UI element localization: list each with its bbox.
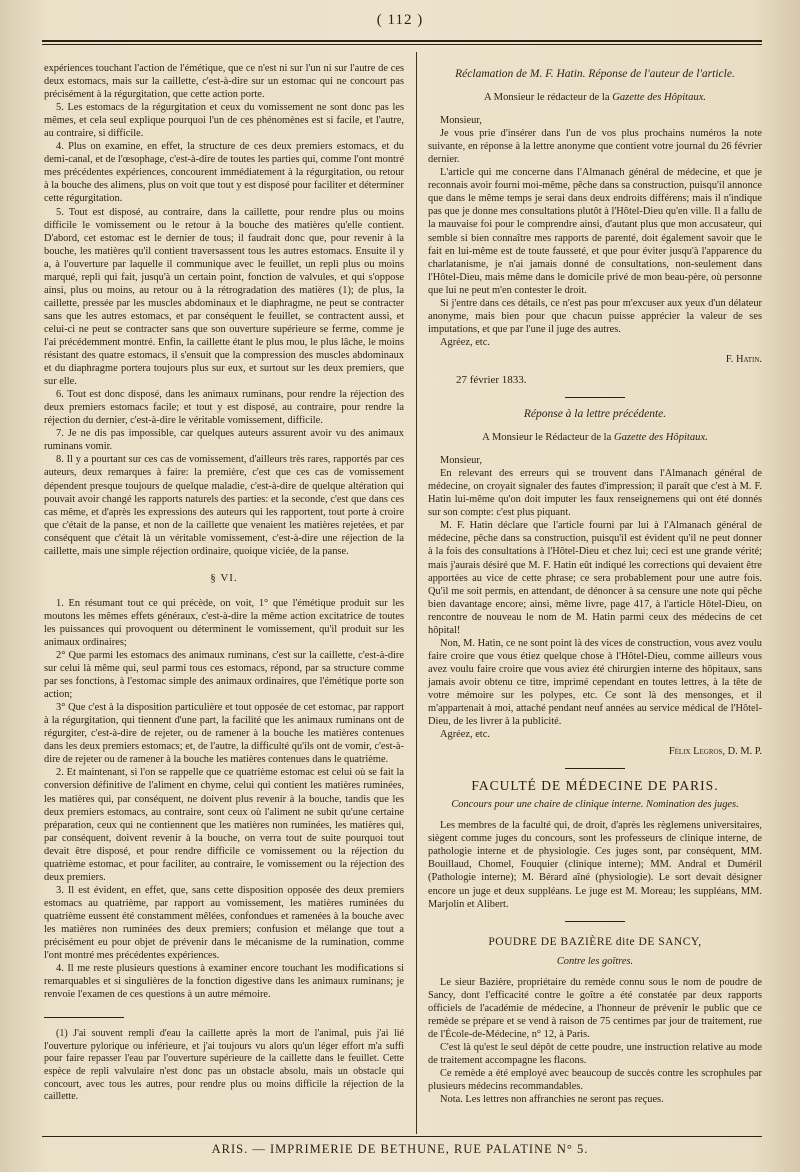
paragraph: 4. Plus on examine, en effet, la structure de ces deux premiers estomacs, et du demi-canal, et de l'œsophage, c'est-à-dire de toutes les parties qui, comme l'ont montré mes précédentes expériences, concourent immédiatement à la régurgitation, ou retour à la bouche des alimens, plus on voit que tout y est disposé pour faciliter et déterminer cette régurgitation. (44, 141, 404, 205)
address-text: A Monsieur le Rédacteur de la (482, 432, 614, 444)
letter-address (428, 431, 762, 444)
paragraph: 7. Je ne dis pas impossible, car quelques auteurs assurent avoir vu des animaux ruminans vomir. (44, 428, 404, 453)
paragraph: Nota. Les lettres non affranchies ne seront pas reçues. (440, 1094, 664, 1106)
paragraph: 6. Tout est donc disposé, dans les animaux ruminans, pour rendre la réjection des deux premiers estomacs facile; et tout y est disposé, au contraire, pour rendre la réjection du dernier, c'est-à-dire le véritable vomissement, difficile. (44, 389, 404, 427)
paragraph: 4. Il me reste plusieurs questions à examiner encore touchant les modifications si remarquables et si singulières de la fonction digestive dans les animaux ruminans; je renvoie l'examen de ces questions à un autre mémoire. (44, 963, 404, 1001)
paragraph: Le sieur Bazière, propriétaire du remède connu sous le nom de poudre de Sancy, dont l'efficacité contre le goître a été constatée par deux rapports officiels de l'académie de médecine, a l'honneur de prévenir le public que ce remède se prépare et se vend à raison de 75 centimes par jour de traitement, rue de l'École-de-Médecine, n° 12, à Paris. (428, 976, 762, 1040)
header-rule-thin (42, 44, 762, 45)
journal-name: Gazette des Hôpitaux. (613, 432, 708, 444)
paragraph: 3° Que c'est à la disposition particulière et tout opposée de cet estomac, par rapport à la régurgitation, qui tiennent d'une part, la facilité que les animaux ruminans ont de régurgiter, c'est-à-dire de rejeter, ou de ramener à la bouche les matières contenues dans les deux premiers estomacs; et, de l'autre, la difficulté qu'ils ont de vomir, c'est-à-dire de rejeter ou de ramener à la bouche les matières contenues dans le quatrième. (44, 702, 404, 766)
paragraph: Je vous prie d'insérer dans l'un de vos plus prochains numéros la note suivante, en réponse à la lettre anonyme que contient votre journal du 26 février dernier. (428, 128, 762, 166)
footnote-rule (44, 1017, 124, 1018)
advert-heading: POUDRE DE BAZIÈRE dite DE SANCY, (488, 935, 702, 948)
footer-rule (42, 1136, 762, 1137)
paragraph: C'est là qu'est le seul dépôt de cette poudre, une instruction relative au mode de traitement accompagne les flacons. (428, 1041, 762, 1066)
column-divider (416, 52, 417, 1134)
paragraph: Agréez, etc. (440, 729, 490, 741)
paragraph: Non, M. Hatin, ce ne sont point là des vices de construction, vous avez voulu faire croire que vous étiez quelque chose à l'Hôtel-Dieu, comme ailleurs vous avez voulu faire croire que vous aviez été chirurgien interne des hôpitaux, sans jamais avoir obtenu ce titre, imprimé cependant en toutes lettres, à la tête de votre mémoire sur les polypes, etc. Ce sont là des mensonges, et il m'appartenait à moi, attaché pendant neuf années au service médical de l'Hôtel-Dieu, de les livrer à la publicité. (428, 637, 762, 728)
paragraph: M. F. Hatin déclare que l'article fourni par lui à l'Almanach général de médecine, pêche dans sa construction, puisqu'il est évident qu'il ne peut donner à la fois des consultations à l'Hôtel-Dieu et chez lui; ceci est une grande vérité; mais j'aurais désiré que M. F. Hatin eût indiqué les corrections qui devaient être apportées au vice de cette phrase; ce sera probablement pour une autre fois. Qu'il me soit permis, en attendant, de dénoncer à sa censure une note qui pêche bien davantage encore; ainsi, même livre, page 417, à l'article Hôtel-Dieu, on rencontre de nouveau le nom de M. Hatin parmi ceux des médecins de cet hôpital! (428, 520, 762, 636)
article-heading: Réponse à la lettre précédente. (523, 408, 667, 421)
section-heading: FACULTÉ DE MÉDECINE DE PARIS. (471, 778, 719, 794)
paragraph: 2° Que parmi les estomacs des animaux ruminans, c'est sur la caillette, c'est-à-dire sur celui là même qui, seul parmi tous ces estomacs, répond, par sa structure comme par ses fonctions, à l'estomac simple des animaux ordinaires, que l'émétique porte son action; (44, 650, 404, 701)
paragraph: Les membres de la faculté qui, de droit, d'après les règlemens universitaires, siègent comme juges du concours, sont les professeurs de clinique interne, de pathologie interne et de physiologie. Ces juges sont, par conséquent, MM. Bouillaud, Chomel, Fouquier (clinique interne); MM. Andral et Duméril (Pathologie interne); M. Bérard aîné (physiologie). Le sort devait désigner encore un juge et deux suppléans. Le juge est M. Moreau; les suppléans, MM. Marjolin et Alibert. (428, 820, 762, 910)
footnote-text: (1) J'ai souvent rempli d'eau la caillette après la mort de l'animal, puis j'ai lié l'ouverture pylorique ou inférieure, et j'ai toujours vu alors qu'un léger effort m'a suffi pour faire repasser l'eau par l'ouverture supérieure de la caillette dans le feuillet. Cette espèce de repli valvulaire n'est donc pas un obstacle absolu, mais un obstacle qui concourt, avec tous les autres, pour rendre plus ou moins difficile la réjection de la caillette. (44, 1028, 404, 1103)
right-column (428, 62, 762, 1106)
separator (565, 768, 625, 769)
page-number: ( 112 ) (376, 12, 424, 28)
salutation: Monsieur, (440, 115, 483, 127)
letter-date: 27 février 1833. (456, 373, 527, 386)
header-rule (42, 40, 762, 42)
paragraph: En relevant des erreurs qui se trouvent dans l'Almanach général de médecine, on croyait signaler des fautes d'impression; il paraît que c'est à M. F. Hatin lui-même qu'on doit imputer les faux renseignemens qui ont été donnés sur son compte: c'est plus piquant. (428, 468, 762, 519)
paragraph: expériences touchant l'action de l'émétique, que ce n'est ni sur l'un ni sur l'autre de ces deux estomacs, mais sur la caillette, c'est-à-dire sur un estomac qui ne concourt pas précisément à la régurgitation, que cette action porte. (44, 63, 404, 101)
article-heading: Réclamation de M. F. Hatin. Réponse de l'auteur de l'article. (455, 68, 735, 80)
printer-imprint: ARIS. — IMPRIMERIE DE BETHUNE, RUE PALATINE N° 5. (211, 1142, 589, 1156)
paragraph: 5. Tout est disposé, au contraire, dans la caillette, pour rendre plus ou moins difficile le vomissement ou le retour à la bouche des matières qu'elle contient. D'abord, cet estomac est le dernier de tous; il faudrait donc que, pour revenir à la bouche, les matières qu'il contient traversassent tous les autres estomacs. Ensuite il y a, à l'ouverture par laquelle il communique avec le feuillet, un repli plus ou moins marqué, repli qui fait, jusqu'à un certain point, fonction de valvules, et qui s'oppose ainsi, plus ou moins, au retour ou à la rétrogradation des matières (1); de plus, la caillette, pressée par les muscles abdominaux et le diaphragme, ne peut se contracter sans que les autres estomacs, et par conséquent le feuillet, se contractent aussi, et celui-ci ne peut se contracter sans que son ouverture supérieure se ferme, comme je l'ai précédemment montré. Enfin, la caillette étant le plus mou, le plus lâche, le moins résistant des quatre estomacs, il s'ensuit que la compression des muscles abdominaux et du diaphragme portera toujours plus sur eux, et surtout sur les deux premiers, que sur elle. (44, 206, 404, 388)
paragraph: 2. Et maintenant, si l'on se rappelle que ce quatrième estomac est celui où se fait la conversion définitive de l'aliment en chyme, celui qui contient les matières ruminées, les matières qui, par conséquent, ne doivent plus revenir à la bouche, tandis que les deux premiers estomacs, au contraire, sont ceux où l'aliment ne subit qu'une certaine préparation, ceux qui ne contiennent que les matières non ruminées, les matières qui, par conséquent, doivent revenir à la bouche, on verra tout de suite pourquoi tout devait être disposé, et pour rendre difficile ce vomissement ou la réjection du quatrième estomac, et pour faciliter, au contraire, le vomissement ou la réjection des deux premiers. (44, 767, 404, 883)
letter-address (428, 91, 762, 104)
advert-subheading: Contre les goîtres. (556, 955, 634, 967)
paragraph: Agréez, etc. (440, 336, 490, 348)
paragraph: Si j'entre dans ces détails, ce n'est pas pour m'excuser aux yeux d'un délateur anonyme, mais bien pour que chacun puisse apprécier la valeur de ses imputations, et que par l'une il juge des autres. (428, 297, 762, 335)
section-subheading: Concours pour une chaire de clinique interne. Nomination des juges. (451, 799, 739, 811)
paragraph: L'article qui me concerne dans l'Almanach général de médecine, et que je reconnais avoir fourni moi-même, pêche dans sa construction, puisqu'il annonce que dans le même temps je serai dans deux endroits différens; mais il n'indique pas que je donne mes consultations plutôt à l'Hôtel-Dieu qu'en ville. Il a fallu de la mauvaise foi pour le comprendre ainsi, d'autant plus que mon accusateur, qui semble si bien connaître mes rapports de parenté, doit également savoir que le fait en lui-même est de toute fausseté, et que pour éviter jusqu'à l'apparence du charlatanisme, je n'ai jamais donné de consultations, non-seulement dans l'Hôtel-Dieu, mais même dans le domicile privé de mon beau-père, où personne que lui ne peut m'en contester le droit. (428, 167, 762, 296)
paragraph: 3. Il est évident, en effet, que, sans cette disposition opposée des deux premiers estomacs au quatrième, par rapport au vomissement, les matières ruminées du quatrième eussent été constamment mêlées, confondues et ramenées à la bouche avec les matières non ruminées des deux premiers; confusion et mélange que tout a précisément eu pour objet de prévenir dans le mécanisme de la rumination, comme l'ont montré mes précédentes expériences. (44, 884, 404, 962)
paragraph: 1. En résumant tout ce qui précède, on voit, 1° que l'émétique produit sur les moutons les mêmes effets généraux, c'est-à-dire la même action excitatrice de toutes les puissances qui provoquent ou déterminent le vomissement, qu'il produit sur les animaux ordinaires; (44, 597, 404, 648)
salutation: Monsieur, (440, 455, 483, 467)
address-text: A Monsieur le rédacteur de la (483, 92, 613, 104)
left-column (44, 62, 404, 1104)
paragraph: 8. Il y a pourtant sur ces cas de vomissement, d'ailleurs très rares, rapportés par ces auteurs, deux remarques à faire: la première, c'est que ces cas de vomissement dépendent presque toujours de quelque maladie, c'est-à-dire de quelque altération qui pouvait avoir changé les rapports naturels des parties: et la seconde, c'est que dans ces cas même, et d'après les expressions des auteurs qui les rapportent, tout porte à croire que c'était de la panse, et non de la caillette que venaient les matières rejetées, et par conséquent que c'était là un véritable vomissement, c'est-à-dire une réjection de la caillette, mais une simple réjection ordinaire, quoique viciée, de la panse. (44, 454, 404, 557)
footnote (44, 1028, 404, 1104)
paragraph: Ce remède a été employé avec beaucoup de succès contre les scrophules par plusieurs médecins recommandables. (428, 1068, 762, 1093)
separator (565, 921, 625, 922)
signature: F. Hatin. (725, 353, 762, 365)
separator (565, 397, 625, 398)
signature: Félix Legros, D. M. P. (668, 746, 762, 758)
paragraph: 5. Les estomacs de la régurgitation et ceux du vomissement ne sont donc pas les mêmes, et cela seul explique pourquoi l'un de ces phénomènes est si facile, et l'autre, au contraire, si difficile. (44, 102, 404, 140)
section-title: § VI. (210, 571, 238, 584)
journal-name: Gazette des Hôpitaux. (612, 92, 707, 104)
